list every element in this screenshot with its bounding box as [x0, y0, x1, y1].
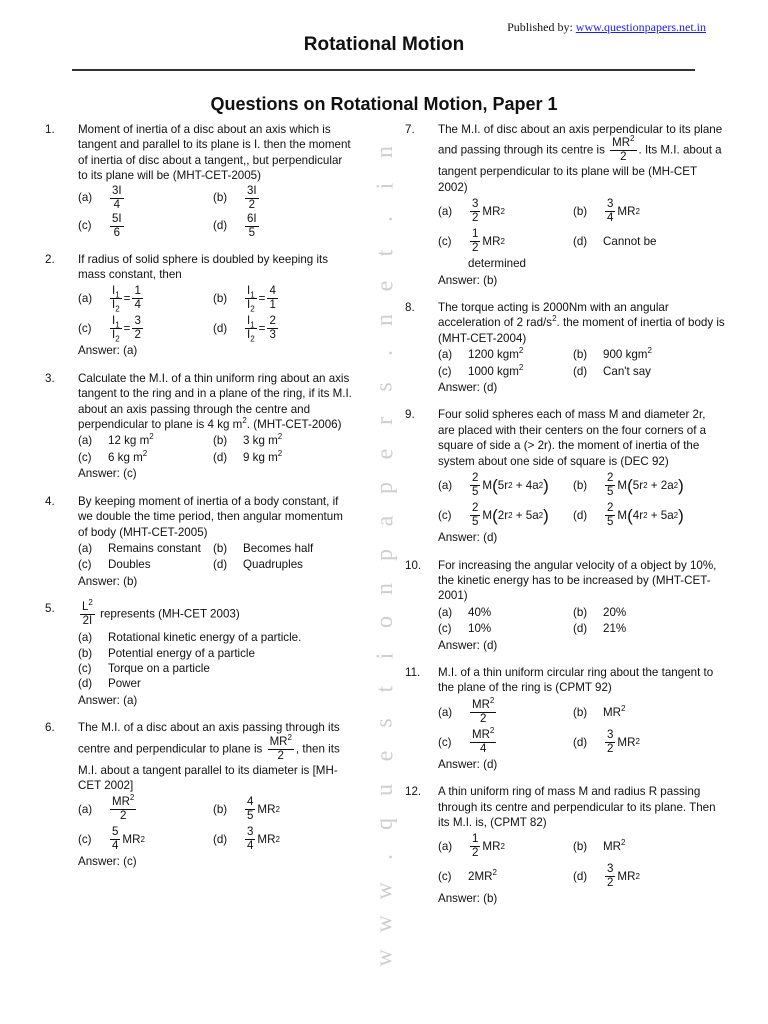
option-c: $\frac{1}{2}$ MR 2 [472, 228, 505, 255]
option-label: (c) [78, 219, 92, 233]
question-text: If radius of solid sphere is doubled by keeping its mass constant, then [78, 252, 329, 282]
option-a: $\frac{MR^2}{2}$ [472, 695, 495, 725]
option-d: $\frac{2}{5}$ M ( 4r 2 + 5a 2 ) [607, 502, 684, 529]
answer: Answer: (b) [438, 273, 498, 287]
option-c: 6 kg $m^2$ [108, 449, 148, 464]
option-a: $\frac{I_1}{I_2}$ = $\frac{1}{4}$ [112, 285, 141, 314]
question-number: 10. [405, 558, 422, 572]
question-text: The torque acting is 2000Nm with an angular acceleration of 2 rad/$s^2$. the moment of inertia of body is (MHT-CET-2004) [438, 301, 725, 345]
question-text: Moment of inertia of a disc about an axis which is tangent and parallel to its plane is I. then the moment of inertia of disc about a tangent,, but perpendicular to its plane will be (MHT-CET-2005) [78, 123, 351, 183]
option-b: $\frac{3}{4}$ MR 2 [607, 198, 640, 225]
option-b: $MR^2$ [603, 703, 626, 719]
option-b: $\frac{I_1}{I_2}$ = $\frac{4}{1}$ [247, 285, 276, 314]
watermark-letter: t [371, 249, 398, 257]
answer: Answer: (c) [78, 467, 137, 481]
option-a: 12 kg $m^2$ [108, 432, 154, 448]
option-b: $\frac{4}{5}$ MR 2 [247, 796, 280, 823]
watermark-letter: n [372, 146, 398, 158]
question-number: 4. [45, 494, 55, 508]
option-d: Cannot be [603, 235, 657, 249]
left-column [45, 122, 355, 882]
option-c: $\frac{5I}{6}$ [112, 212, 122, 239]
option-d: $\frac{6I}{5}$ [247, 212, 257, 239]
option-a: Remains constant [108, 541, 201, 555]
question-text: By keeping moment of inertia of a body constant, if we double the time period, then angular momentum of body (MHT-CET-2005) [78, 494, 343, 539]
option-b: 900 kgm$^2$ [603, 346, 652, 362]
question-number: 5. [45, 602, 55, 616]
question-text: The M.I. of disc about an axis perpendicular to its plane and passing through its centre is $\frac{MR^2}{2}$ . Its M.I. about a tangent perpendicular to its plane will be (MH-CET 2002) [438, 123, 723, 194]
watermark-letter: e [372, 751, 398, 762]
question-number: 11. [405, 665, 421, 679]
answer: Answer: (d) [438, 531, 498, 545]
watermark-letter: p [372, 481, 398, 494]
watermark-letter: u [372, 783, 398, 796]
answer: Answer: (d) [438, 757, 498, 771]
option-d: $\frac{3}{2}$ MR 2 [607, 728, 640, 755]
paper-title: Questions on Rotational Motion, Paper 1 [210, 94, 558, 114]
option-a: Rotational kinetic energy of a particle. [108, 631, 302, 645]
option-d: Can't say [603, 364, 651, 378]
option-a: $\frac{MR^2}{2}$ [112, 793, 135, 823]
watermark-letter: s [372, 382, 398, 392]
answer: Answer: (d) [438, 381, 498, 395]
question-number: 9. [405, 408, 415, 422]
watermark-letter: e [372, 448, 398, 460]
question-number: 12. [405, 785, 422, 799]
question-9: 9. Four solid spheres each of mass M and diameter 2r, are placed with their centers on the four corners of a square of side a (> 2r). the moment of inertia of the system about one side of square is (DEC 92) (a) $\frac{2}{5}$ M ( 5r 2 + 4a 2 ) (b) $\frac{2}{5}$ M ( 5r 2 + 2a 2 ) (c) $\frac{2}{5}$ M ( 2r 2 + 5a 2 ) (d) $\frac{2}{5}$ M ( 4r 2 + 5a 2 ) Answer: (d) [405, 407, 725, 545]
watermark-letter: r [372, 416, 398, 425]
option-c: $\frac{I_1}{I_2}$ = $\frac{3}{2}$ [112, 315, 141, 344]
question-number: 6. [45, 721, 55, 735]
answer: Answer: (a) [78, 344, 138, 358]
option-d: 21% [603, 622, 627, 636]
topic-title: Rotational Motion [303, 34, 465, 55]
answer: Answer: (b) [78, 574, 138, 588]
watermark-letter: w [372, 949, 398, 967]
option-label: (b) [213, 292, 228, 306]
header-divider [72, 69, 695, 71]
watermark-letter: . [372, 216, 398, 223]
question-number: 3. [45, 371, 55, 385]
option-c-continued: determined [468, 257, 527, 271]
watermark-letter: e [372, 280, 398, 292]
question-2 [45, 252, 355, 359]
watermark-letter: i [371, 652, 398, 660]
publisher-link[interactable]: www.questionpapers.net.in [575, 20, 706, 34]
question-text: Calculate the M.I. of a thin uniform ring about an axis tangent to the ring and in a plane of the ring, if its M.I. about an axis passing through the centre and perpendicular to plane is 4 kg $m^2$. (MHT-CET-2006) [78, 371, 352, 432]
watermark-letter: o [372, 616, 398, 629]
watermark-letter: i [371, 182, 398, 189]
option-b: $\frac{3I}{2}$ [247, 184, 257, 211]
question-number: 1. [45, 123, 55, 136]
publisher-label: Published by: [507, 20, 573, 34]
option-c: 1000 kgm$^2$ [468, 362, 524, 378]
option-b: $\frac{2}{5}$ M ( 5r 2 + 2a 2 ) [607, 472, 684, 499]
watermark-letter: s [372, 718, 398, 728]
option-c: $\frac{5}{4}$ MR 2 [112, 826, 145, 853]
question-6: 6. The M.I. of a disc about an axis passing through its centre and perpendicular to plane is $\frac{MR^2}{2}$ , then its M.I. about a tangent parallel to its diameter is [MH-CET 2002] (a) $\frac{MR^2}{2}$ (b) $\frac{4}{5}$ MR 2 (c) $\frac{5}{4}$ MR 2 (d) $\frac{3}{4}$ MR 2 Answer: (c) [45, 720, 355, 870]
option-c: Doubles [108, 558, 151, 572]
watermark-letter: q [372, 817, 398, 830]
question-text: M.I. of a thin uniform circular ring about the tangent to the plane of the ring is (CPMT 92) [438, 665, 714, 695]
answer: Answer: (d) [438, 638, 498, 652]
option-label: (b) [213, 191, 228, 205]
watermark-letter: a [372, 516, 398, 527]
option-b: $MR^2$ [603, 838, 626, 854]
option-label: (a) [78, 292, 93, 306]
option-b: Becomes half [243, 541, 314, 555]
option-label: (a) [78, 191, 93, 205]
watermark-letter: . [372, 350, 398, 357]
question-text: The M.I. of a disc about an axis passing through its centre and perpendicular to plane is $\frac{MR^2}{2}$ , then its M.I. about a tangent parallel to its diameter is [MH-CET 2002] [78, 721, 340, 792]
question-8: 8. The torque acting is 2000Nm with an angular acceleration of 2 rad/$s^2$. the moment of inertia of body is (MHT-CET-2004) (a) 1200 kgm$^2$ (b) 900 kgm$^2$ (c) 1000 kgm$^2$ (d) Can't say Answer: (d) [405, 301, 725, 395]
option-a: $\frac{1}{2}$ MR 2 [472, 833, 505, 860]
publisher-line [507, 20, 706, 35]
watermark-letter: n [372, 582, 398, 595]
option-d: Power [108, 677, 141, 691]
watermark-letter: w [372, 882, 398, 900]
option-d: $\frac{I_1}{I_2}$ = $\frac{2}{3}$ [247, 315, 276, 344]
question-number: 8. [405, 301, 415, 315]
question-4: 4. By keeping moment of inertia of a body constant, if we double the time period, then angular momentum of body (MHT-CET-2005) (a) Remains constant (b) Becomes half (c) Doubles (d) Quadruples Answer: (b) [45, 494, 355, 589]
question-text: Four solid spheres each of mass M and diameter 2r, are placed with their centers on the four corners of a square of side a (> 2r). the moment of inertia of the system about one side of square is (DEC 92) [438, 408, 707, 468]
watermark-letter: w [372, 915, 398, 933]
question-10: 10. For increasing the angular velocity of a object by 10%, the kinetic energy has to be increased by (MHT-CET-2001) (a) 40% (b) 20% (c) 10% (d) 21% Answer: (d) [405, 558, 725, 653]
option-a: 1200 kgm$^2$ [468, 346, 524, 362]
question-number: 2. [45, 252, 55, 266]
option-a: $\frac{3}{2}$ MR 2 [472, 198, 505, 225]
option-d: Quadruples [243, 558, 303, 572]
option-b: 20% [603, 605, 627, 619]
question-number: 7. [405, 123, 415, 136]
question-text: For increasing the angular velocity of a object by 10%, the kinetic energy has to be increased by (MHT-CET-2001) [438, 558, 717, 603]
option-label: (c) [78, 322, 92, 336]
question-11: 11. M.I. of a thin uniform circular ring about the tangent to the plane of the ring is (CPMT 92) (a) $\frac{MR^2}{2}$ (b) $MR^2$ (c) $\frac{MR^2}{4}$ (d) $\frac{3}{2}$ MR 2 Answer: (d) [405, 665, 725, 772]
option-d: $\frac{3}{4}$ MR 2 [247, 826, 280, 853]
question-7: 7. The M.I. of disc about an axis perpendicular to its plane and passing through its centre is $\frac{MR^2}{2}$ . Its M.I. about a tangent perpendicular to its plane will be (MH-CET 2002) (a) $\frac{3}{2}$ MR 2 (b) $\frac{3}{4}$ MR 2 (c) $\frac{1}{2}$ MR 2 (d) Cannot be determined Answer: (b) [405, 122, 725, 288]
option-c: 10% [468, 622, 492, 636]
watermark [360, 140, 410, 970]
option-a: $\frac{2}{5}$ M ( 5r 2 + 4a 2 ) [472, 472, 549, 499]
option-a: 40% [468, 605, 492, 619]
question-text: A thin uniform ring of mass M and radius R passing through its centre and perpendicular to its plane. Then its M.I. is, (CPMT 82) [438, 785, 716, 829]
option-b: Potential energy of a particle [108, 646, 255, 660]
option-c: $\frac{MR^2}{4}$ [472, 725, 495, 755]
answer: Answer: (a) [78, 693, 138, 707]
question-1 [45, 122, 355, 240]
option-c: $\frac{2}{5}$ M ( 2r 2 + 5a 2 ) [472, 502, 549, 529]
question-5: 5. $\frac{L^2}{2I}$ represents (MH-CET 2003) (a) Rotational kinetic energy of a particle. (b) Potential energy of a particle (c) Torque on a particle (d) Power Answer: (a) [45, 601, 355, 708]
option-d: $\frac{3}{2}$ MR 2 [607, 863, 640, 890]
option-label: (d) [213, 219, 228, 233]
answer: Answer: (c) [78, 855, 137, 869]
option-c: $2MR^2$ [468, 868, 497, 884]
watermark-letter: t [371, 685, 398, 693]
option-a: $\frac{3I}{4}$ [112, 184, 122, 211]
question-text: $\frac{L^2}{2I}$ represents (MH-CET 2003) [82, 598, 240, 628]
right-column [405, 122, 725, 919]
option-b: 3 kg $m^2$ [243, 432, 283, 448]
watermark-letter: . [372, 854, 398, 861]
watermark-letter: p [372, 548, 398, 561]
option-d: 9 kg $m^2$ [243, 449, 283, 464]
question-12: 12. A thin uniform ring of mass M and radius R passing through its centre and perpendicular to its plane. Then its M.I. is, (CPMT 82) (a) $\frac{1}{2}$ MR 2 (b) $MR^2$ (c) $2MR^2$ (d) $\frac{3}{2}$ MR 2 Answer: (b) [405, 784, 725, 907]
option-label: (d) [213, 322, 228, 336]
answer: Answer: (b) [438, 892, 498, 906]
watermark-letter: n [372, 313, 398, 326]
option-c: Torque on a particle [108, 661, 210, 675]
question-3: 3. Calculate the M.I. of a thin uniform ring about an axis tangent to the ring and in a plane of the ring, if its M.I. about an axis passing through the centre and perpendicular to plane is 4 kg $m^2$. (MHT-CET-2006) (a) 12 kg $m^2$ (b) 3 kg $m^2$ (c) 6 kg $m^2$ (d) 9 kg $m^2$ Answer: (c) [45, 371, 355, 482]
